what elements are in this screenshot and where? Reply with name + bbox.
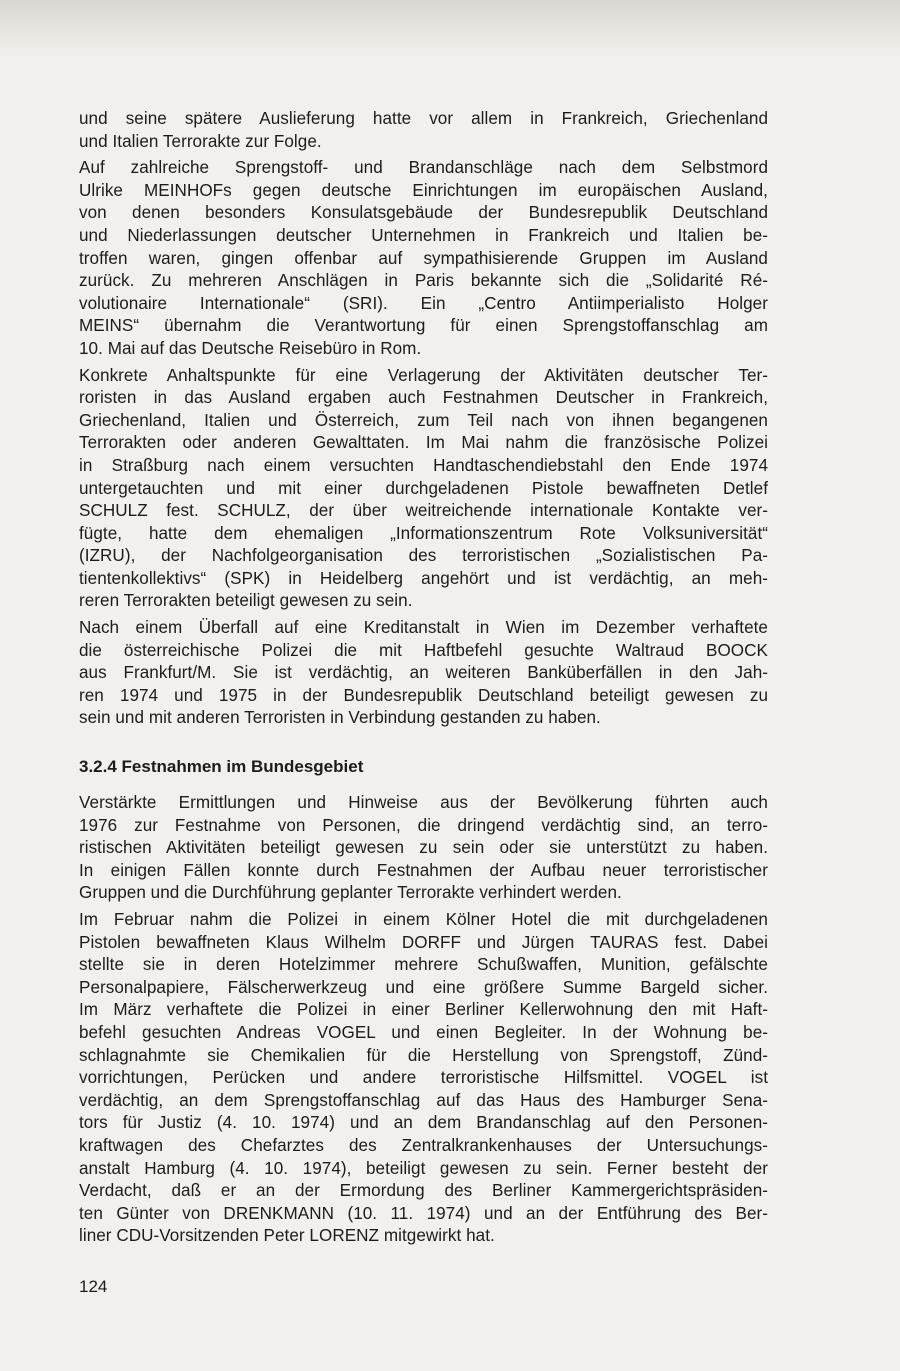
text-line: Konkrete Anhaltspunkte für eine Verlagerung der Aktivitäten deutscher Ter- (79, 365, 768, 385)
text-line: Personalpapiere, Fälscherwerkzeug und eine größere Summe Bargeld sicher. (79, 977, 768, 997)
paragraph (79, 909, 768, 1248)
text-line: roristen in das Ausland ergaben auch Festnahmen Deutscher in Frankreich, (79, 388, 768, 408)
page-number: 124 (79, 1277, 108, 1296)
text-line: liner CDU-Vorsitzenden Peter LORENZ mitgewirkt hat. (79, 1226, 495, 1246)
paragraph (79, 617, 768, 730)
text-line: troffen waren, gingen offenbar auf sympathisierende Gruppen im Ausland (79, 248, 768, 268)
text-line: vorrichtungen, Perücken und andere terroristische Hilfsmittel. VOGEL ist (79, 1068, 768, 1088)
scan-shadow (0, 0, 900, 60)
text-line: befehl gesuchten Andreas VOGEL und einen Begleiter. In der Wohnung be- (79, 1022, 768, 1042)
text-line: tors für Justiz (4. 10. 1974) und an dem Brandanschlag auf den Personen- (79, 1113, 768, 1133)
text-line: Ulrike MEINHOFs gegen deutsche Einrichtungen im europäischen Ausland, (79, 180, 768, 200)
text-line: 10. Mai auf das Deutsche Reisebüro in Rom. (79, 338, 422, 358)
paragraphs-bottom (79, 792, 768, 1248)
text-line: aus Frankfurt/M. Sie ist verdächtig, an weiteren Banküberfällen in den Jah- (79, 663, 768, 683)
text-line: und seine spätere Auslieferung hatte vor allem in Frankreich, Griechenland (79, 109, 768, 128)
text-line: Gruppen und die Durchführung geplanter Terrorakte verhindert werden. (79, 883, 622, 903)
text-line: verdächtig, an dem Sprengstoffanschlag auf das Haus des Hamburger Sena- (79, 1090, 768, 1110)
paragraph (79, 157, 768, 360)
text-line: In einigen Fällen konnte durch Festnahmen der Aufbau neuer terroristischer (79, 860, 768, 880)
text-line: MEINS“ übernahm die Verantwortung für einen Sprengstoffanschlag am (79, 316, 768, 336)
text-line: Nach einem Überfall auf eine Kreditanstalt in Wien im Dezember verhaftete (79, 618, 768, 638)
text-line: ren 1974 und 1975 in der Bundesrepublik Deutschland beteiligt gewesen zu (79, 685, 768, 705)
paragraph (79, 792, 768, 905)
text-line: von denen besonders Konsulatsgebäude der Bundesrepublik Deutschland (79, 203, 768, 223)
text-line: Im März verhaftete die Polizei in einer Berliner Kellerwohnung den mit Haft- (79, 1000, 768, 1020)
text-line: sein und mit anderen Terroristen in Verbindung gestanden zu haben. (79, 708, 601, 728)
text-line: tientenkollektivs“ (SPK) in Heidelberg angehört und ist verdächtig, an meh- (79, 568, 768, 588)
text-line: Pistolen bewaffneten Klaus Wilhelm DORFF und Jürgen TAURAS fest. Dabei (79, 932, 768, 952)
text-line: Verdacht, daß er an der Ermordung des Berliner Kammergerichtspräsiden- (79, 1181, 768, 1201)
text-line: die österreichische Polizei die mit Haftbefehl gesuchte Waltraud BOOCK (79, 640, 768, 660)
text-line: volutionaire Internationale“ (SRI). Ein „Centro Antiimperialisto Holger (79, 293, 768, 313)
text-line: zurück. Zu mehreren Anschlägen in Paris bekannte sich die „Solidarité Ré- (79, 271, 768, 291)
text-line: 1976 zur Festnahme von Personen, die dringend verdächtig sind, an terro- (79, 815, 768, 835)
text-line: stellte sie in deren Hotelzimmer mehrere Schußwaffen, Munition, gefälschte (79, 955, 768, 975)
text-line: anstalt Hamburg (4. 10. 1974), beteiligt gewesen zu sein. Ferner besteht der (79, 1158, 768, 1178)
text-line: Griechenland, Italien und Österreich, zum Teil nach von ihnen begangenen (79, 410, 768, 430)
text-line: fügte, hatte dem ehemaligen „Informationszentrum Rote Volksuniversität“ (79, 523, 768, 543)
document-page (79, 108, 768, 1252)
text-line: Verstärkte Ermittlungen und Hinweise aus der Bevölkerung führten auch (79, 793, 768, 813)
text-line: kraftwagen des Chefarztes des Zentralkrankenhauses der Untersuchungs- (79, 1135, 768, 1155)
text-line: untergetauchten und mit einer durchgeladenen Pistole bewaffneten Detlef (79, 478, 768, 498)
text-line: und Italien Terrorakte zur Folge. (79, 131, 322, 151)
text-line: schlagnahmte sie Chemikalien für die Herstellung von Sprengstoff, Zünd- (79, 1045, 768, 1065)
text-line: Terrorakten oder anderen Gewalttaten. Im Mai nahm die französische Polizei (79, 433, 768, 453)
text-line: und Niederlassungen deutscher Unternehmen in Frankreich und Italien be- (79, 225, 768, 245)
text-line: in Straßburg nach einem versuchten Handtaschendiebstahl den Ende 1974 (79, 455, 768, 475)
text-line: (IZRU), der Nachfolgeorganisation des terroristischen „Sozialistischen Pa- (79, 546, 768, 566)
text-line: reren Terrorakten beteiligt gewesen zu sein. (79, 591, 413, 611)
text-line: Im Februar nahm die Polizei in einem Kölner Hotel die mit durchgeladenen (79, 910, 768, 929)
text-line: SCHULZ fest. SCHULZ, der über weitreichende internationale Kontakte ver- (79, 501, 768, 521)
text-line: ristischen Aktivitäten beteiligt gewesen zu sein oder sie unterstützt zu haben. (79, 838, 768, 858)
text-line: ten Günter von DRENKMANN (10. 11. 1974) und an der Entführung des Ber- (79, 1203, 768, 1223)
paragraphs-top (79, 108, 768, 730)
section-heading: 3.2.4 Festnahmen im Bundesgebiet (79, 757, 364, 777)
paragraph (79, 365, 768, 614)
paragraph (79, 108, 768, 153)
text-line: Auf zahlreiche Sprengstoff- und Brandanschläge nach dem Selbstmord (79, 158, 768, 178)
